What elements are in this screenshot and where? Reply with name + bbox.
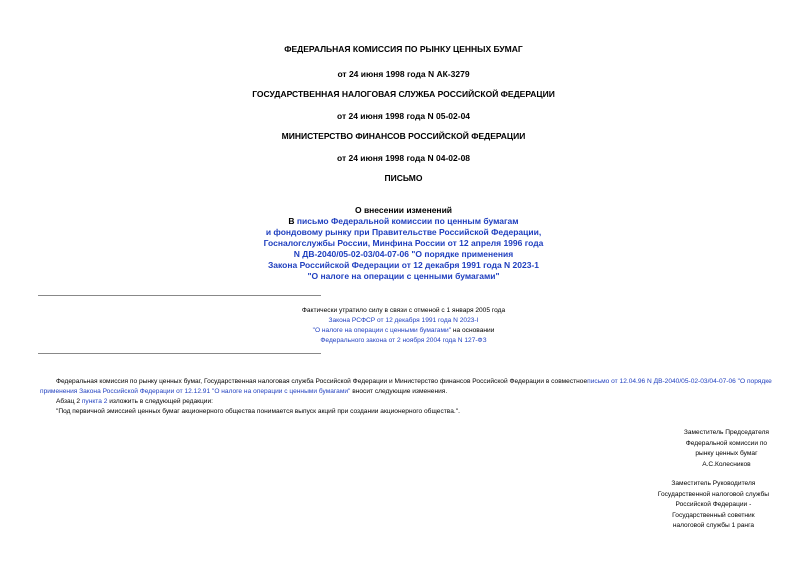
note-line-3 xyxy=(0,326,807,337)
note-line-1: Фактически утратило силу в связи с отменой с 1 января 2005 года xyxy=(301,307,506,314)
sig2-line: Заместитель Руководителя xyxy=(671,480,756,487)
p2-clause-link[interactable]: пункта 2 xyxy=(81,398,108,405)
issuer-minfin: МИНИСТЕРСТВО ФИНАНСОВ РОССИЙСКОЙ ФЕДЕРАЦИИ xyxy=(281,131,526,141)
note-law-link[interactable]: Закона РСФСР от 12 декабря 1991 года N 2023-I xyxy=(328,317,479,324)
p1-text-c: вносит следующие изменения. xyxy=(350,387,448,395)
signature-gns xyxy=(658,479,769,532)
issuer-gns-date: от 24 июня 1998 года N 05-02-04 xyxy=(336,111,471,121)
p2-text-a: Абзац 2 xyxy=(56,398,82,405)
issuer-fkcb-date: от 24 июня 1998 года N АК-3279 xyxy=(337,69,470,79)
sig2-line: Российской Федерации - xyxy=(675,501,752,508)
title-line-6[interactable]: Закона Российской Федерации от 12 декабря 1991 года N 2023-1 xyxy=(267,260,540,270)
sig1-line: А.С.Колесников xyxy=(702,460,751,468)
sig2-line: налоговой службы 1 ранга xyxy=(672,522,754,529)
p1-law-link[interactable]: "О порядке применения Закона Российской Федерации от 12.12.91 "О налоге на операции с ценными бумагами" xyxy=(40,378,772,395)
note-law-title-link[interactable]: "О налоге на операции с ценными бумагами" xyxy=(312,327,452,334)
issuer-fkcb: ФЕДЕРАЛЬНАЯ КОМИССИЯ ПО РЫНКУ ЦЕННЫХ БУМАГ xyxy=(284,44,523,54)
sig2-line: Государственной налоговой службы xyxy=(657,490,769,498)
note-federal-law-link[interactable]: Федерального закона от 2 ноября 2004 года N 127-ФЗ xyxy=(320,337,487,344)
sig1-line: Федеральной комиссии по xyxy=(685,439,768,447)
p1-letter-link[interactable]: письмо от 12.04.96 N ДВ-2040/05-02-03/04-07-06 xyxy=(587,378,736,385)
document-type: ПИСЬМО xyxy=(384,173,423,183)
issuer-minfin-date: от 24 июня 1998 года N 04-02-08 xyxy=(336,153,471,163)
p2-text-b: изложить в следующей редакции: xyxy=(107,398,213,405)
p1-text-a: Федеральная комиссия по рынку ценных бумаг, Государственная налоговая служба Российской Федерации и Министерство финансов Российской Федерации в совместное xyxy=(56,378,588,385)
divider-bottom xyxy=(38,353,321,354)
body-paragraph-2 xyxy=(40,397,780,407)
signature-fkcb xyxy=(684,428,769,470)
title-line-2 xyxy=(0,216,807,227)
divider-top xyxy=(38,295,321,296)
body-paragraph-3: "Под первичной эмиссией ценных бумаг акционерного общества понимается выпуск акций при создании акционерного общества.". xyxy=(56,408,460,415)
title-line-3[interactable]: и фондовому рынку при Правительстве Российской Федерации, xyxy=(265,227,542,237)
sig1-line: Заместитель Председателя xyxy=(683,429,769,436)
sig1-line: рынку ценных бумаг xyxy=(695,450,758,457)
note-line-3-tail: на основании xyxy=(451,327,495,334)
title-line-4[interactable]: Госналогслужбы России, Минфина России от 12 апреля 1996 года xyxy=(263,238,544,248)
title-prefix: В xyxy=(288,216,297,226)
issuer-gns: ГОСУДАРСТВЕННАЯ НАЛОГОВАЯ СЛУЖБА РОССИЙСКОЙ ФЕДЕРАЦИИ xyxy=(252,89,555,99)
title-letter-link[interactable]: письмо Федеральной комиссии по ценным бумагам xyxy=(296,216,519,226)
title-line-5[interactable]: N ДВ-2040/05-02-03/04-07-06 "О порядке применения xyxy=(293,249,514,259)
body-paragraph-1 xyxy=(40,377,780,396)
title-line-1: О внесении изменений xyxy=(354,205,453,215)
sig2-line: Государственный советник xyxy=(672,511,755,519)
title-line-7[interactable]: "О налоге на операции с ценными бумагами" xyxy=(307,271,500,281)
